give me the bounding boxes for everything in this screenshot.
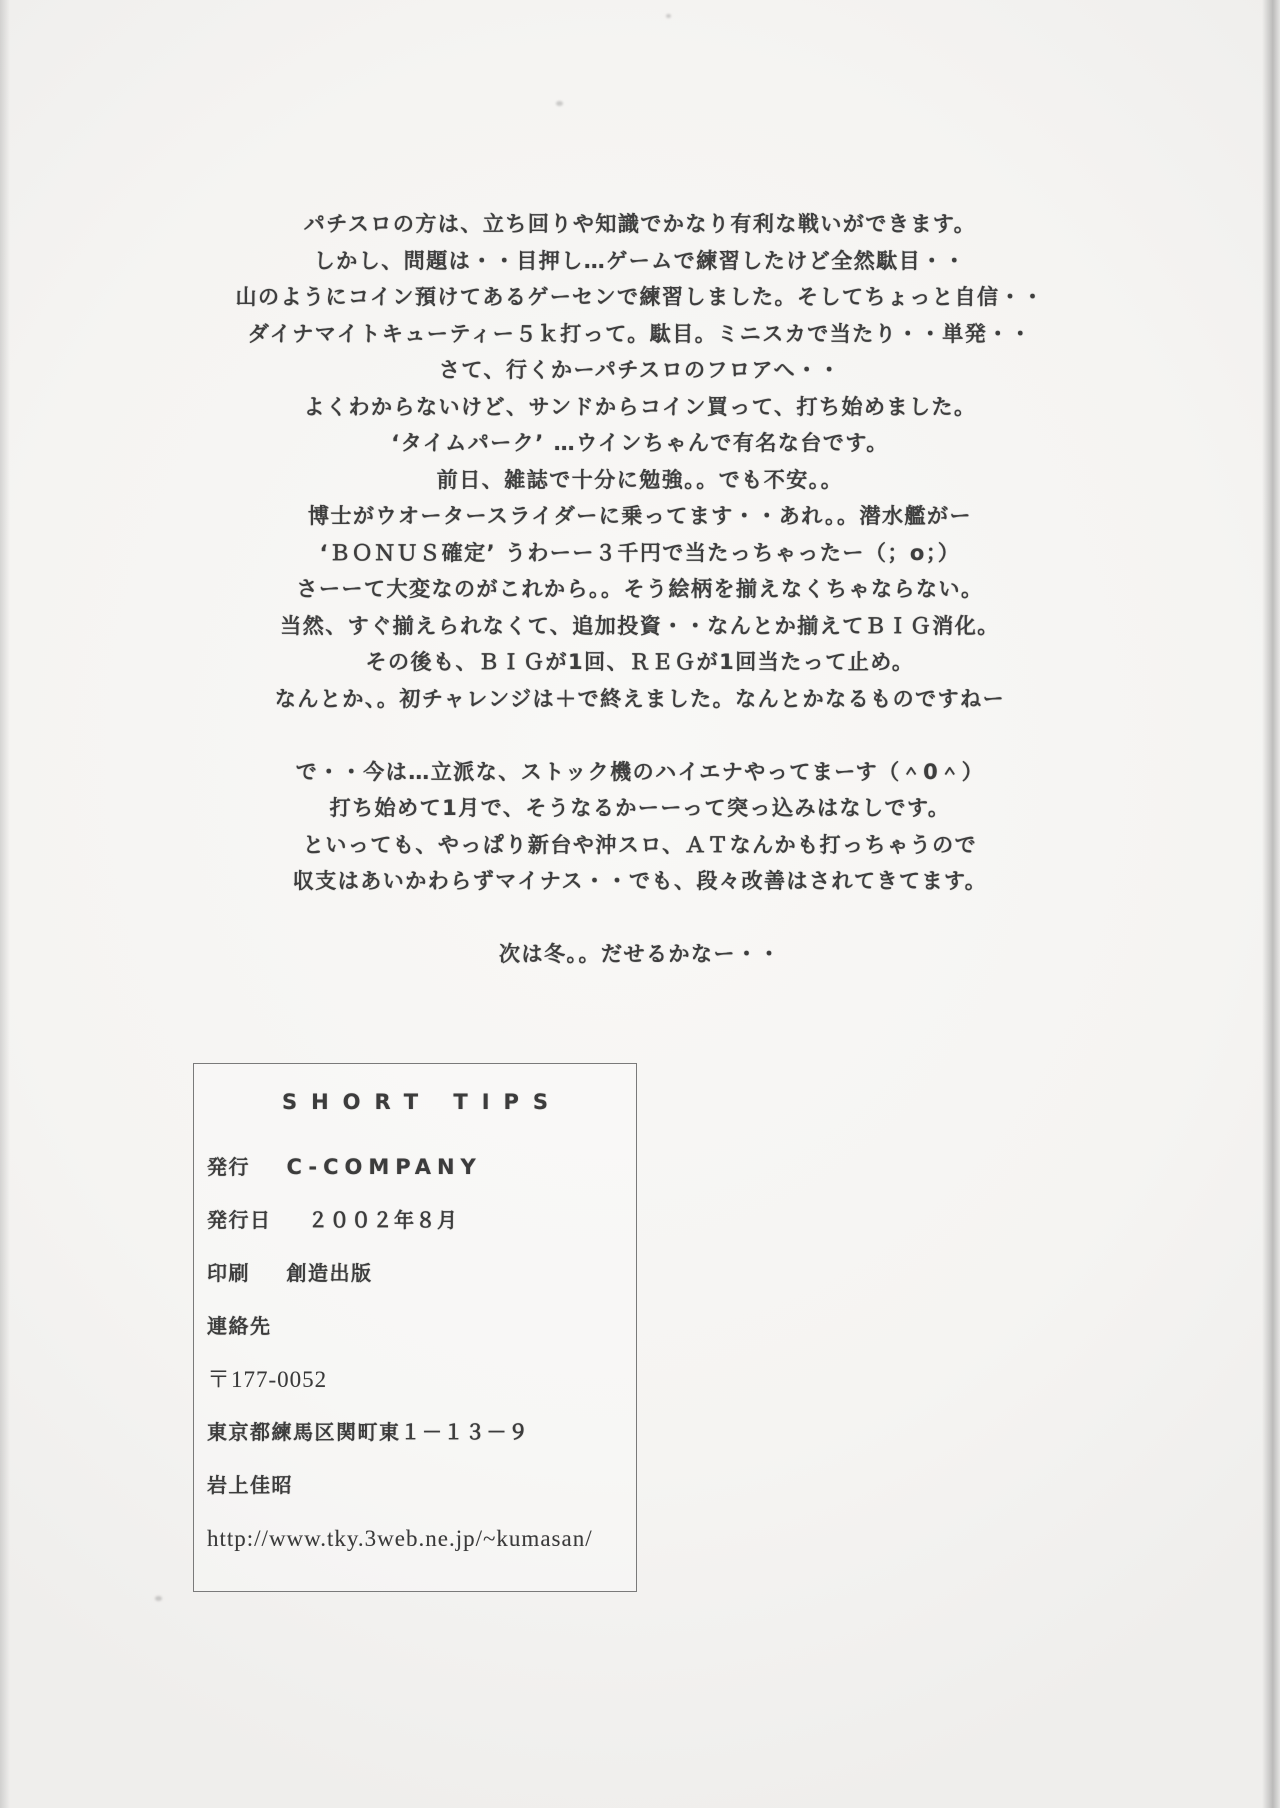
afterword-line: 博士がウオータースライダーに乗ってます・・あれ。。潜水艦がー [307, 504, 973, 528]
afterword-line: さて、行くかーパチスロのフロアへ・・ [438, 358, 842, 382]
afterword-paragraph-1 [0, 206, 1280, 717]
afterword-text [0, 206, 1280, 973]
afterword-paragraph-2 [0, 754, 1280, 900]
colophon-printer-row [207, 1259, 636, 1288]
afterword-line: 打ち始めて1月で、そうなるかーーって突っ込みはなしです。 [329, 796, 951, 820]
afterword-line: しかし、問題は・・目押し…ゲームで練習したけど全然駄目・・ [313, 248, 967, 273]
afterword-line: といっても、やっぱり新台や沖スロ、ＡＴなんかも打っちゃうので [302, 832, 978, 857]
colophon-address: 東京都練馬区関町東１－１３－９ [207, 1420, 530, 1444]
afterword-line: 山のようにコイン預けてあるゲーセンで練習しました。そしてちょっと自信・・ [235, 285, 1045, 309]
afterword-line: ‘ＢＯＮＵＳ確定’ うわーー３千円で当たっちゃったー（；o；） [319, 540, 961, 565]
publisher-value: C-COMPANY [286, 1155, 482, 1179]
afterword-line: 前日、雑誌で十分に勉強。。でも不安。。 [436, 467, 844, 492]
colophon-box [193, 1063, 637, 1592]
colophon-title: SHORT TIPS [281, 1090, 563, 1114]
publisher-label: 発行 [207, 1155, 250, 1179]
afterword-line: ‘タイムパーク’ …ウインちゃんで有名な台です。 [391, 431, 889, 455]
colophon-contact-name: 岩上佳昭 [207, 1473, 293, 1497]
colophon-postal-code: 〒177-0052 [207, 1367, 328, 1392]
colophon-url: http://www.tky.3web.ne.jp/~kumasan/ [207, 1526, 593, 1551]
afterword-line: なんとか、。初チャレンジは＋で終えました。なんとかなるものですねー [274, 686, 1006, 711]
colophon-date-row [207, 1206, 636, 1235]
contact-label: 連絡先 [207, 1314, 272, 1338]
afterword-line: その後も、ＢＩＧが1回、ＲＥＧが1回当たって止め。 [365, 650, 915, 674]
afterword-line: 収支はあいかわらずマイナス・・でも、段々改善はされてきてます。 [292, 869, 988, 893]
printer-value: 創造出版 [286, 1261, 373, 1285]
colophon-contact-row [207, 1312, 636, 1341]
printer-label: 印刷 [207, 1261, 250, 1285]
afterword-line: さーーて大変なのがこれから。。そう絵柄を揃えなくちゃならない。 [296, 577, 984, 601]
afterword-closing-line [0, 936, 1280, 973]
scan-speck [556, 101, 563, 106]
afterword-line: パチスロの方は、立ち回りや知識でかなり有利な戦いができます。 [303, 212, 977, 236]
date-value: ２００２年８月 [307, 1208, 459, 1232]
afterword-line: で・・今は…立派な、ストック機のハイエナやってまーす（＾0＾） [295, 759, 985, 784]
afterword-line: よくわからないけど、サンドからコイン買って、打ち始めました。 [303, 394, 977, 419]
afterword-line: 当然、すぐ揃えられなくて、追加投資・・なんとか揃えてＢＩＧ消化。 [280, 613, 1000, 638]
scan-speck [666, 14, 671, 18]
afterword-line: 次は冬。。だせるかなー・・ [499, 942, 781, 966]
colophon-publisher-row [207, 1153, 636, 1182]
scan-speck [155, 1596, 162, 1601]
date-label: 発行日 [207, 1208, 272, 1232]
afterword-line: ダイナマイトキューティー５ｋ打って。駄目。ミニスカで当たり・・単発・・ [247, 321, 1033, 346]
